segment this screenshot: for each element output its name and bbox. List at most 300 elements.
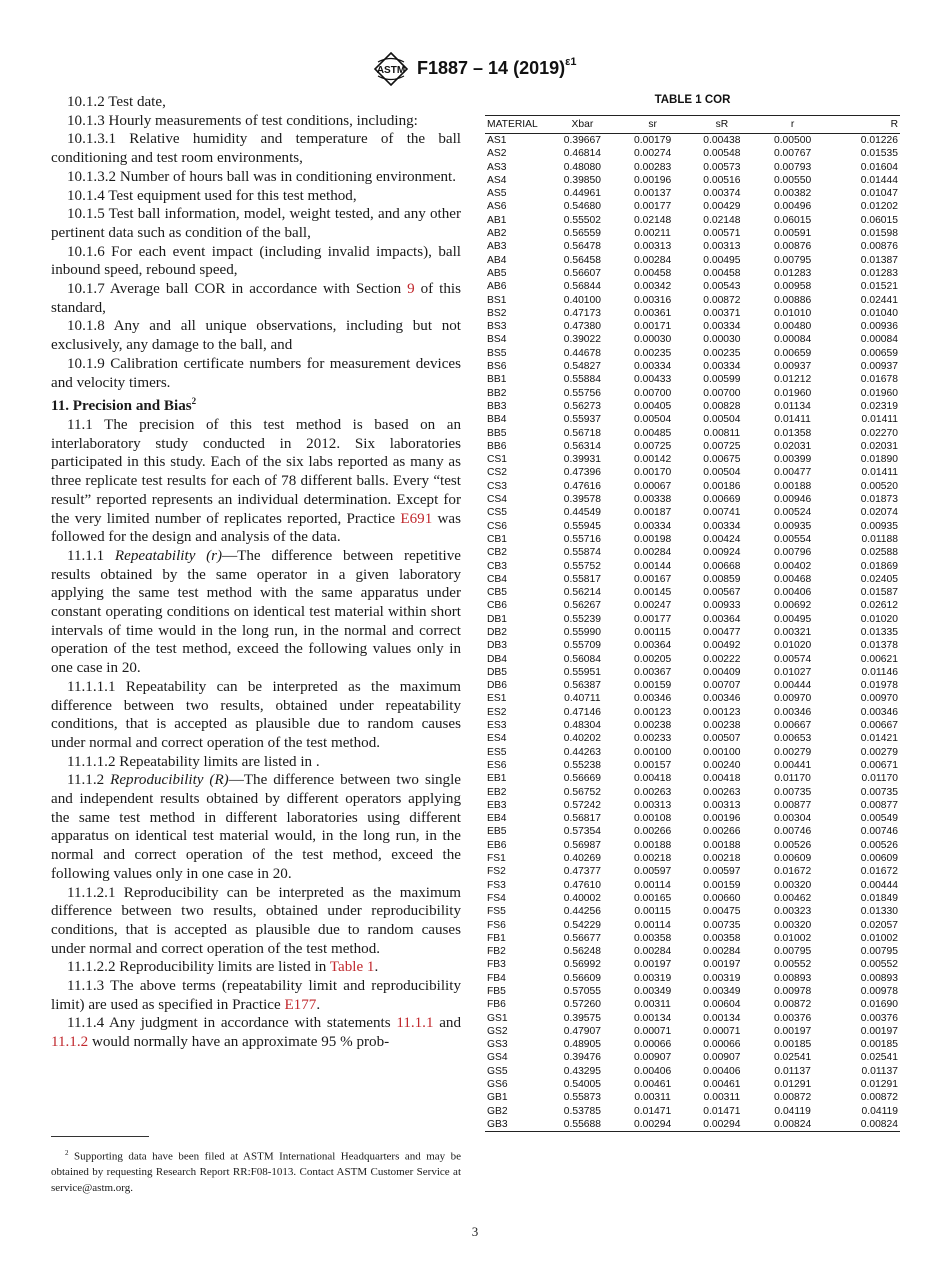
footnote-number: 2 [65, 1149, 69, 1157]
value-cell: 0.01678 [860, 374, 898, 386]
material-cell: ES6 [487, 759, 507, 771]
value-cell: 0.00824 [860, 1118, 898, 1130]
value-cell: 0.00461 [634, 1079, 672, 1091]
table-row [485, 466, 900, 479]
value-cell: 0.01411 [774, 414, 811, 426]
value-cell: 0.00235 [703, 347, 741, 359]
value-cell: 0.00157 [634, 759, 672, 771]
value-cell: 0.48905 [563, 1039, 601, 1051]
value-cell: 0.00504 [703, 414, 741, 426]
value-cell: 0.56478 [563, 241, 601, 253]
e177-link[interactable]: E177 [284, 996, 317, 1013]
table-row [485, 839, 900, 852]
paragraph-10-1-3: 10.1.3 Hourly measurements of test conditions, including: [67, 112, 418, 129]
value-cell: 0.48080 [563, 161, 601, 173]
value-cell: 0.00741 [703, 507, 741, 519]
value-cell: 0.00376 [860, 1012, 898, 1024]
value-cell: 0.00319 [634, 972, 672, 984]
value-cell: 0.39850 [563, 174, 601, 186]
value-cell: 0.00233 [634, 733, 672, 745]
value-cell: 0.54229 [563, 919, 601, 931]
value-cell: 0.00876 [860, 241, 898, 253]
value-cell: 0.56987 [563, 839, 601, 851]
material-cell: EB4 [487, 813, 507, 825]
table-row [485, 147, 900, 160]
value-cell: 0.00937 [860, 361, 898, 373]
material-cell: CS6 [487, 520, 508, 532]
table-row [485, 1118, 900, 1132]
value-cell: 0.00205 [634, 653, 672, 665]
table-row [485, 1078, 900, 1091]
value-cell: 0.56817 [563, 813, 601, 825]
table-row [485, 865, 900, 878]
value-cell: 0.01020 [860, 613, 898, 625]
value-cell: 0.00458 [634, 267, 672, 279]
value-cell: 0.02148 [703, 214, 741, 226]
value-cell: 0.00376 [773, 1012, 812, 1024]
value-cell: 0.00066 [703, 1039, 741, 1051]
table-row [485, 254, 900, 267]
value-cell: 0.00346 [634, 693, 672, 705]
value-cell: 0.56084 [563, 653, 601, 665]
value-cell: 0.00263 [703, 786, 741, 798]
value-cell: 0.06015 [773, 214, 812, 226]
value-cell: 0.00279 [773, 746, 812, 758]
value-cell: 0.00978 [860, 986, 898, 997]
material-cell: AS5 [487, 188, 507, 200]
value-cell: 0.00886 [773, 294, 812, 306]
material-cell: CB3 [487, 560, 508, 572]
value-cell: 0.01020 [773, 640, 812, 652]
value-cell: 0.02031 [860, 440, 898, 452]
value-cell: 0.00700 [703, 387, 741, 399]
table-row [485, 852, 900, 865]
value-cell: 0.00700 [634, 387, 672, 399]
table-row [485, 626, 900, 639]
value-cell: 0.01598 [860, 228, 898, 240]
table-row [485, 1051, 900, 1064]
value-cell: 0.55756 [563, 387, 601, 399]
value-cell: 0.00444 [773, 680, 812, 692]
value-cell: 0.55937 [563, 414, 601, 426]
value-cell: 0.00323 [773, 906, 812, 918]
value-cell: 0.56314 [563, 440, 601, 452]
table-row [485, 174, 900, 187]
value-cell: 0.00970 [773, 693, 812, 705]
value-cell: 0.00406 [634, 1065, 672, 1077]
section-11-heading: 11. Precision and Bias$^2$ [51, 396, 197, 415]
value-cell: 0.00188 [634, 839, 672, 851]
table-1-link[interactable]: Table 1 [329, 959, 375, 976]
material-cell: AB5 [487, 267, 507, 279]
value-cell: 0.00316 [634, 294, 672, 306]
value-cell: 0.01027 [773, 666, 812, 678]
material-cell: CS2 [487, 467, 508, 479]
value-cell: 0.00500 [773, 135, 812, 146]
value-cell: 0.00294 [634, 1118, 672, 1130]
value-cell: 0.00346 [773, 706, 812, 718]
value-cell: 0.57260 [563, 999, 601, 1011]
value-cell: 0.00177 [634, 201, 672, 213]
value-cell: 0.00185 [860, 1039, 898, 1051]
table-row [485, 653, 900, 666]
value-cell: 0.00520 [860, 480, 898, 492]
value-cell: 0.00937 [773, 361, 812, 373]
value-cell: 0.00675 [703, 454, 741, 466]
value-cell: 0.00382 [773, 188, 812, 200]
value-cell: 0.39667 [563, 135, 601, 146]
value-cell: 0.01873 [860, 494, 898, 506]
value-cell: 0.00859 [703, 573, 741, 585]
value-cell: 0.40002 [563, 892, 601, 904]
value-cell: 0.00872 [860, 1092, 898, 1104]
value-cell: 0.00179 [634, 135, 672, 146]
section-11-1-1-link[interactable]: 11.1.1 [396, 1015, 434, 1032]
value-cell: 0.00405 [634, 400, 672, 412]
table-row [485, 932, 900, 945]
value-cell: 0.55716 [563, 533, 601, 545]
table-row [485, 985, 900, 998]
material-cell: GS2 [487, 1025, 508, 1037]
value-cell: 0.47146 [563, 706, 601, 718]
value-cell: 0.02270 [860, 427, 898, 439]
material-cell: EB6 [487, 839, 507, 851]
section-9-link[interactable]: 9 [407, 281, 415, 298]
material-cell: BB2 [487, 387, 507, 399]
table-row [485, 347, 900, 360]
value-cell: 0.00597 [703, 866, 741, 878]
table-row [485, 280, 900, 293]
value-cell: 0.00266 [634, 826, 672, 838]
value-cell: 0.00524 [773, 507, 812, 519]
value-cell: 0.01421 [860, 733, 898, 745]
value-cell: 0.00334 [703, 361, 741, 373]
value-cell: 0.00084 [860, 334, 898, 346]
material-cell: ES2 [487, 706, 507, 718]
value-cell: 0.01002 [860, 932, 898, 944]
material-cell: AS2 [487, 148, 507, 160]
footnote-divider [51, 1136, 149, 1137]
value-cell: 0.00371 [703, 307, 741, 319]
value-cell: 0.00142 [634, 454, 672, 466]
material-cell: GS5 [487, 1065, 508, 1077]
value-cell: 0.01978 [860, 680, 898, 692]
value-cell: 0.01212 [773, 374, 812, 386]
value-cell: 0.01387 [860, 254, 898, 266]
material-cell: GS4 [487, 1052, 508, 1064]
material-cell: DB6 [487, 680, 508, 692]
value-cell: 0.00554 [773, 533, 812, 545]
material-cell: AB4 [487, 254, 507, 266]
value-cell: 0.00418 [634, 773, 672, 785]
table-row [485, 387, 900, 400]
paragraph-10-1-9: 10.1.9 Calibration certificate numbers for measurement devices and velocity timers. [51, 355, 461, 391]
value-cell: 0.00418 [703, 773, 741, 785]
value-cell: 0.00599 [703, 374, 741, 386]
value-cell: 0.00284 [634, 254, 672, 266]
value-cell: 0.01521 [860, 281, 898, 293]
table-row [485, 639, 900, 652]
value-cell: 0.00409 [703, 666, 741, 678]
table-row [485, 227, 900, 240]
value-cell: 0.00461 [703, 1079, 741, 1091]
table-row [485, 480, 900, 493]
column-header: r [790, 119, 795, 130]
material-cell: DB1 [487, 613, 508, 625]
paragraph-10-1-8: 10.1.8 Any and all unique observations, including but not exclusively, any damage to the ball, and [51, 318, 461, 354]
paragraph-11-1: 11.1 The precision of this test method is based on an interlaboratory study conducted in 2012. Six laboratories participated in this study. Each of the six labs reported as many as three replicate test results for each of 78 different balls. Every “test result” reported represents an individual determination. Except for the very limited number of replicates reported, Practice E691 was followed for the design and analysis of the data. [51, 416, 461, 546]
material-cell: AB3 [487, 241, 507, 253]
value-cell: 0.02074 [860, 507, 898, 519]
value-cell: 0.00970 [860, 693, 898, 705]
value-cell: 0.47907 [563, 1025, 601, 1037]
value-cell: 0.01137 [774, 1065, 811, 1077]
value-cell: 0.00123 [703, 706, 741, 718]
value-cell: 0.00311 [703, 1092, 741, 1104]
material-cell: AS3 [487, 161, 507, 173]
value-cell: 0.00100 [634, 746, 672, 758]
material-cell: AB2 [487, 228, 507, 240]
value-cell: 0.02031 [773, 440, 812, 452]
table-body [485, 134, 900, 1132]
material-cell: BS3 [487, 321, 507, 333]
e691-link[interactable]: E691 [400, 510, 433, 527]
value-cell: 0.00468 [773, 573, 812, 585]
value-cell: 0.00907 [703, 1052, 741, 1064]
footnote: $^2$ Supporting data have been filed at ASTM International Headquarters and may be obtained by requesting Research Report RR:F08-1013. Contact ASTM Customer Service at service@astm.org. [51, 1149, 461, 1194]
value-cell: 0.00084 [773, 334, 812, 346]
value-cell: 0.00361 [634, 307, 672, 319]
value-cell: 0.55874 [563, 547, 601, 559]
value-cell: 0.01471 [703, 1105, 741, 1117]
value-cell: 0.00367 [634, 666, 672, 678]
value-cell: 0.01291 [773, 1079, 812, 1091]
value-cell: 0.47616 [563, 480, 601, 492]
value-cell: 0.40711 [564, 693, 601, 705]
value-cell: 0.00668 [703, 560, 741, 572]
value-cell: 0.00609 [773, 853, 812, 865]
value-cell: 0.00338 [634, 494, 672, 506]
value-cell: 0.01535 [860, 148, 898, 160]
table-row [485, 294, 900, 307]
table-row [485, 427, 900, 440]
value-cell: 0.00667 [773, 720, 812, 732]
value-cell: 0.01890 [860, 454, 898, 466]
value-cell: 0.00795 [773, 946, 812, 958]
material-cell: BS5 [487, 347, 507, 359]
material-cell: AS4 [487, 174, 507, 186]
value-cell: 0.56387 [563, 680, 601, 692]
value-cell: 0.00177 [634, 613, 672, 625]
value-cell: 0.39022 [563, 334, 601, 346]
value-cell: 0.39931 [563, 454, 601, 466]
value-cell: 0.00284 [703, 946, 741, 958]
value-cell: 0.00238 [634, 720, 672, 732]
value-cell: 0.00746 [773, 826, 812, 838]
value-cell: 0.00438 [703, 135, 741, 146]
material-cell: BS2 [487, 307, 507, 319]
value-cell: 0.00872 [703, 294, 741, 306]
table-row [485, 679, 900, 692]
value-cell: 0.01010 [773, 307, 812, 319]
value-cell: 0.00197 [634, 959, 672, 971]
value-cell: 0.00134 [634, 1012, 672, 1024]
value-cell: 0.00144 [634, 560, 672, 572]
table-row [485, 1091, 900, 1104]
value-cell: 0.01226 [860, 135, 898, 146]
value-cell: 0.57242 [563, 799, 601, 811]
value-cell: 0.01672 [773, 866, 812, 878]
value-cell: 0.47380 [563, 321, 601, 333]
value-cell: 0.00725 [634, 440, 672, 452]
paragraph-10-1-2: 10.1.2 Test date, [67, 94, 166, 110]
material-cell: EB2 [487, 786, 507, 798]
table-row [485, 360, 900, 373]
table-row [485, 759, 900, 772]
value-cell: 0.01960 [773, 387, 812, 399]
paragraph-11-1-1-2: 11.1.1.2 Repeatability limits are listed in . [67, 753, 320, 770]
material-cell: FS4 [487, 892, 506, 904]
value-cell: 0.00653 [773, 733, 812, 745]
value-cell: 0.00134 [703, 1012, 741, 1024]
value-cell: 0.00159 [703, 879, 741, 891]
value-cell: 0.53785 [563, 1105, 601, 1117]
value-cell: 0.00507 [703, 733, 741, 745]
table-row [485, 533, 900, 546]
value-cell: 0.00811 [703, 427, 741, 439]
value-cell: 0.46814 [563, 148, 601, 160]
table-row [485, 892, 900, 905]
value-cell: 0.57055 [563, 986, 601, 997]
material-cell: GB2 [487, 1105, 508, 1117]
value-cell: 0.01283 [860, 267, 898, 279]
table-row [485, 187, 900, 200]
section-11-1-2-link[interactable]: 11.1.2 [51, 1034, 89, 1051]
table-row [485, 373, 900, 386]
value-cell: 0.55990 [563, 626, 601, 638]
value-cell: 0.00274 [634, 148, 672, 160]
value-cell: 0.55502 [563, 214, 601, 226]
paragraph-11-1-1-1: 11.1.1.1 Repeatability can be interpreted as the maximum difference between two results, obtained under repeatability conditions, that is accepted as plausible due to random causes under normal and correct operation of the test method. [51, 678, 461, 751]
table-row [485, 546, 900, 559]
value-cell: 0.02319 [860, 400, 898, 412]
material-cell: GS3 [487, 1039, 508, 1051]
value-cell: 0.00313 [634, 241, 672, 253]
table-row [485, 1012, 900, 1025]
value-cell: 0.00320 [773, 919, 812, 931]
value-cell: 0.40269 [563, 853, 601, 865]
value-cell: 0.56669 [563, 773, 601, 785]
value-cell: 0.00170 [634, 467, 672, 479]
material-cell: BS6 [487, 361, 507, 373]
value-cell: 0.00659 [860, 347, 898, 359]
value-cell: 0.00279 [860, 746, 898, 758]
value-cell: 0.00935 [860, 520, 898, 532]
table-row [485, 493, 900, 506]
value-cell: 0.00504 [634, 414, 672, 426]
value-cell: 0.00071 [634, 1025, 672, 1037]
value-cell: 0.00872 [773, 1092, 812, 1104]
value-cell: 0.44263 [563, 746, 601, 758]
value-cell: 0.00374 [703, 188, 741, 200]
value-cell: 0.00319 [703, 972, 741, 984]
material-cell: ES4 [487, 733, 507, 745]
table-row [485, 307, 900, 320]
table-row [485, 812, 900, 825]
column-header: sR [715, 119, 729, 130]
table-row [485, 1065, 900, 1078]
table-row [485, 1038, 900, 1051]
value-cell: 0.00924 [703, 547, 741, 559]
value-cell: 0.00159 [634, 680, 672, 692]
material-cell: DB2 [487, 626, 508, 638]
value-cell: 0.00218 [634, 853, 672, 865]
value-cell: 0.01587 [860, 587, 898, 599]
value-cell: 0.01604 [860, 161, 898, 173]
value-cell: 0.00591 [773, 228, 812, 240]
paragraph-11-1-3: 11.1.3 The above terms (repeatability limit and reproducibility limit) are used as specified in Practice E177. [51, 978, 461, 1013]
material-cell: BS1 [487, 294, 507, 306]
value-cell: 0.01849 [860, 892, 898, 904]
value-cell: 0.00573 [703, 161, 741, 173]
value-cell: 0.00893 [860, 972, 898, 984]
value-cell: 0.00526 [860, 839, 898, 851]
value-cell: 0.00187 [634, 507, 672, 519]
value-cell: 0.00504 [703, 467, 741, 479]
value-cell: 0.00475 [703, 906, 741, 918]
value-cell: 0.01411 [861, 467, 898, 479]
table-row [485, 772, 900, 785]
value-cell: 0.55873 [563, 1092, 601, 1104]
value-cell: 0.55709 [563, 640, 601, 652]
value-cell: 0.00100 [703, 746, 741, 758]
value-cell: 0.01137 [861, 1065, 898, 1077]
table-row [485, 161, 900, 174]
material-cell: GS1 [487, 1012, 508, 1024]
value-cell: 0.00218 [703, 853, 741, 865]
value-cell: 0.40100 [563, 294, 601, 306]
value-cell: 0.47173 [563, 307, 601, 319]
value-cell: 0.00167 [634, 573, 672, 585]
value-cell: 0.00358 [634, 932, 672, 944]
value-cell: 0.00877 [860, 799, 898, 811]
material-cell: EB5 [487, 826, 507, 838]
material-cell: AB6 [487, 281, 507, 293]
value-cell: 0.00364 [703, 613, 741, 625]
value-cell: 0.00480 [773, 321, 812, 333]
value-cell: 0.00571 [703, 228, 741, 240]
cor-table [485, 115, 900, 1132]
table-row [485, 732, 900, 745]
standard-designation: F1887 – 14 $(2019)^{\varepsilon 1}$ [417, 56, 577, 78]
value-cell: 0.00196 [703, 813, 741, 825]
value-cell: 0.00283 [634, 161, 672, 173]
value-cell: 0.00197 [860, 1025, 898, 1037]
table-row [485, 905, 900, 918]
material-cell: CB5 [487, 587, 508, 599]
value-cell: 0.01869 [860, 560, 898, 572]
column-header: sr [648, 119, 657, 130]
value-cell: 0.00211 [634, 228, 671, 240]
paragraph-11-1-4: 11.1.4 Any judgment in accordance with statements 11.1.1 and 11.1.2 would normally have an approximate 95 % prob- [51, 1015, 461, 1051]
value-cell: 0.00692 [773, 600, 812, 612]
value-cell: 0.00247 [634, 600, 672, 612]
value-cell: 0.56752 [563, 786, 601, 798]
value-cell: 0.00495 [773, 613, 812, 625]
value-cell: 0.55752 [563, 560, 601, 572]
material-cell: ES5 [487, 746, 507, 758]
paragraph-10-1-7: 10.1.7 Average ball COR in accordance with Section 9 of this standard, [51, 281, 461, 316]
